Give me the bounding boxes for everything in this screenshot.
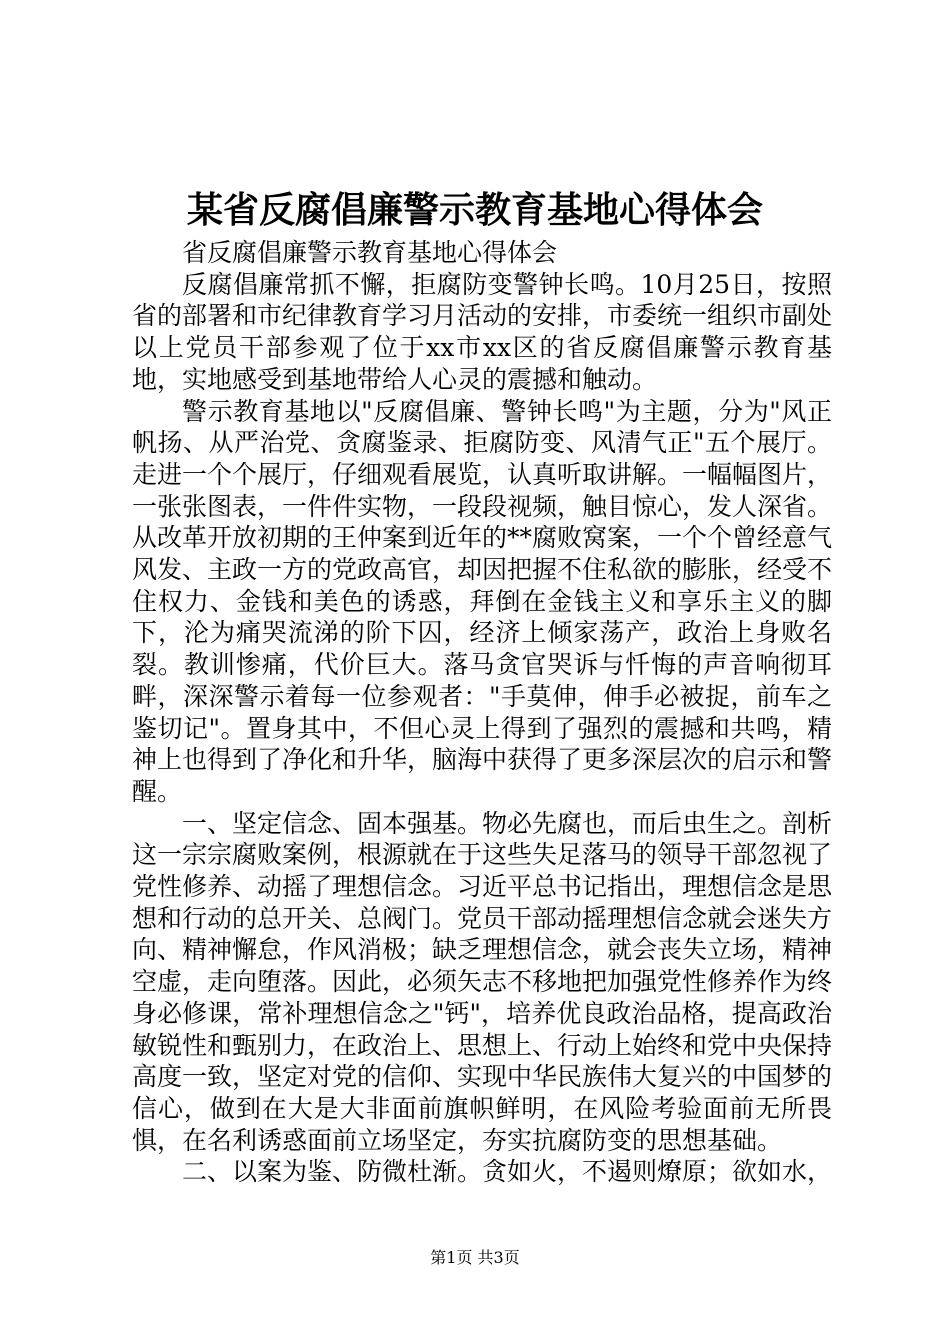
paragraph-point-two: 二、以案为鉴、防微杜渐。贪如火，不遏则燎原；欲如水， (182, 1157, 833, 1187)
paragraph-exhibition: 警示教育基地以"反腐倡廉、警钟长鸣"为主题，分为"风正帆扬、从严治党、贪腐鉴录、拒腐防变、风清气正"五个展厅。走进一个个展厅，仔细观看展览，认真听取讲解。一幅幅图片，一张张图表，一件件实物，一段段视频，触目惊心，发人深省。从改革开放初期的王仲案到近年的**腐败窝案，一个个曾经意气风发、主政一方的党政高官，却因把握不住私欲的膨胀，经受不住权力、金钱和美色的诱惑，拜倒在金钱主义和享乐主义的脚下，沦为痛哭流涕的阶下囚，经济上倾家荡产，政治上身败名裂。教训惨痛，代价巨大。落马贪官哭诉与忏悔的声音响彻耳畔，深深警示着每一位参观者："手莫伸，伸手必被捉，前车之鉴切记"。置身其中，不但心灵上得到了强烈的震撼和共鸣，精神上也得到了净化和升华，脑海中获得了更多深层次的启示和警醒。 (132, 396, 833, 806)
document-body (132, 237, 832, 1188)
page-number-footer: 第1页 共3页 (430, 1248, 520, 1267)
paragraph-subtitle: 省反腐倡廉警示教育基地心得体会 (182, 238, 558, 267)
document-title: 某省反腐倡廉警示教育基地心得体会 (186, 189, 763, 231)
paragraph-point-one: 一、坚定信念、固本强基。物必先腐也，而后虫生之。剖析这一宗宗腐败案例，根源就在于这些失足落马的领导干部忽视了党性修养、动摇了理想信念。习近平总书记指出，理想信念是思想和行动的总开关、总阀门。党员干部动摇理想信念就会迷失方向、精神懈怠，作风消极；缺乏理想信念，就会丧失立场，精神空虚，走向堕落。因此，必须矢志不移地把加强党性修养作为终身必修课，常补理想信念之"钙"，培养优良政治品格，提高政治敏锐性和甄别力，在政治上、思想上、行动上始终和党中央保持高度一致，坚定对党的信仰、实现中华民族伟大复兴的中国梦的信心，做到在大是大非面前旗帜鲜明，在风险考验面前无所畏惧，在名利诱惑面前立场坚定，夯实抗腐防变的思想基础。 (132, 808, 833, 1155)
paragraph-intro: 反腐倡廉常抓不懈，拒腐防变警钟长鸣。10月25日，按照省的部署和市纪律教育学习月活动的安排，市委统一组织市副处以上党员干部参观了位于xx市xx区的省反腐倡廉警示教育基地，实地感受到基地带给人心灵的震撼和触动。 (132, 269, 833, 394)
